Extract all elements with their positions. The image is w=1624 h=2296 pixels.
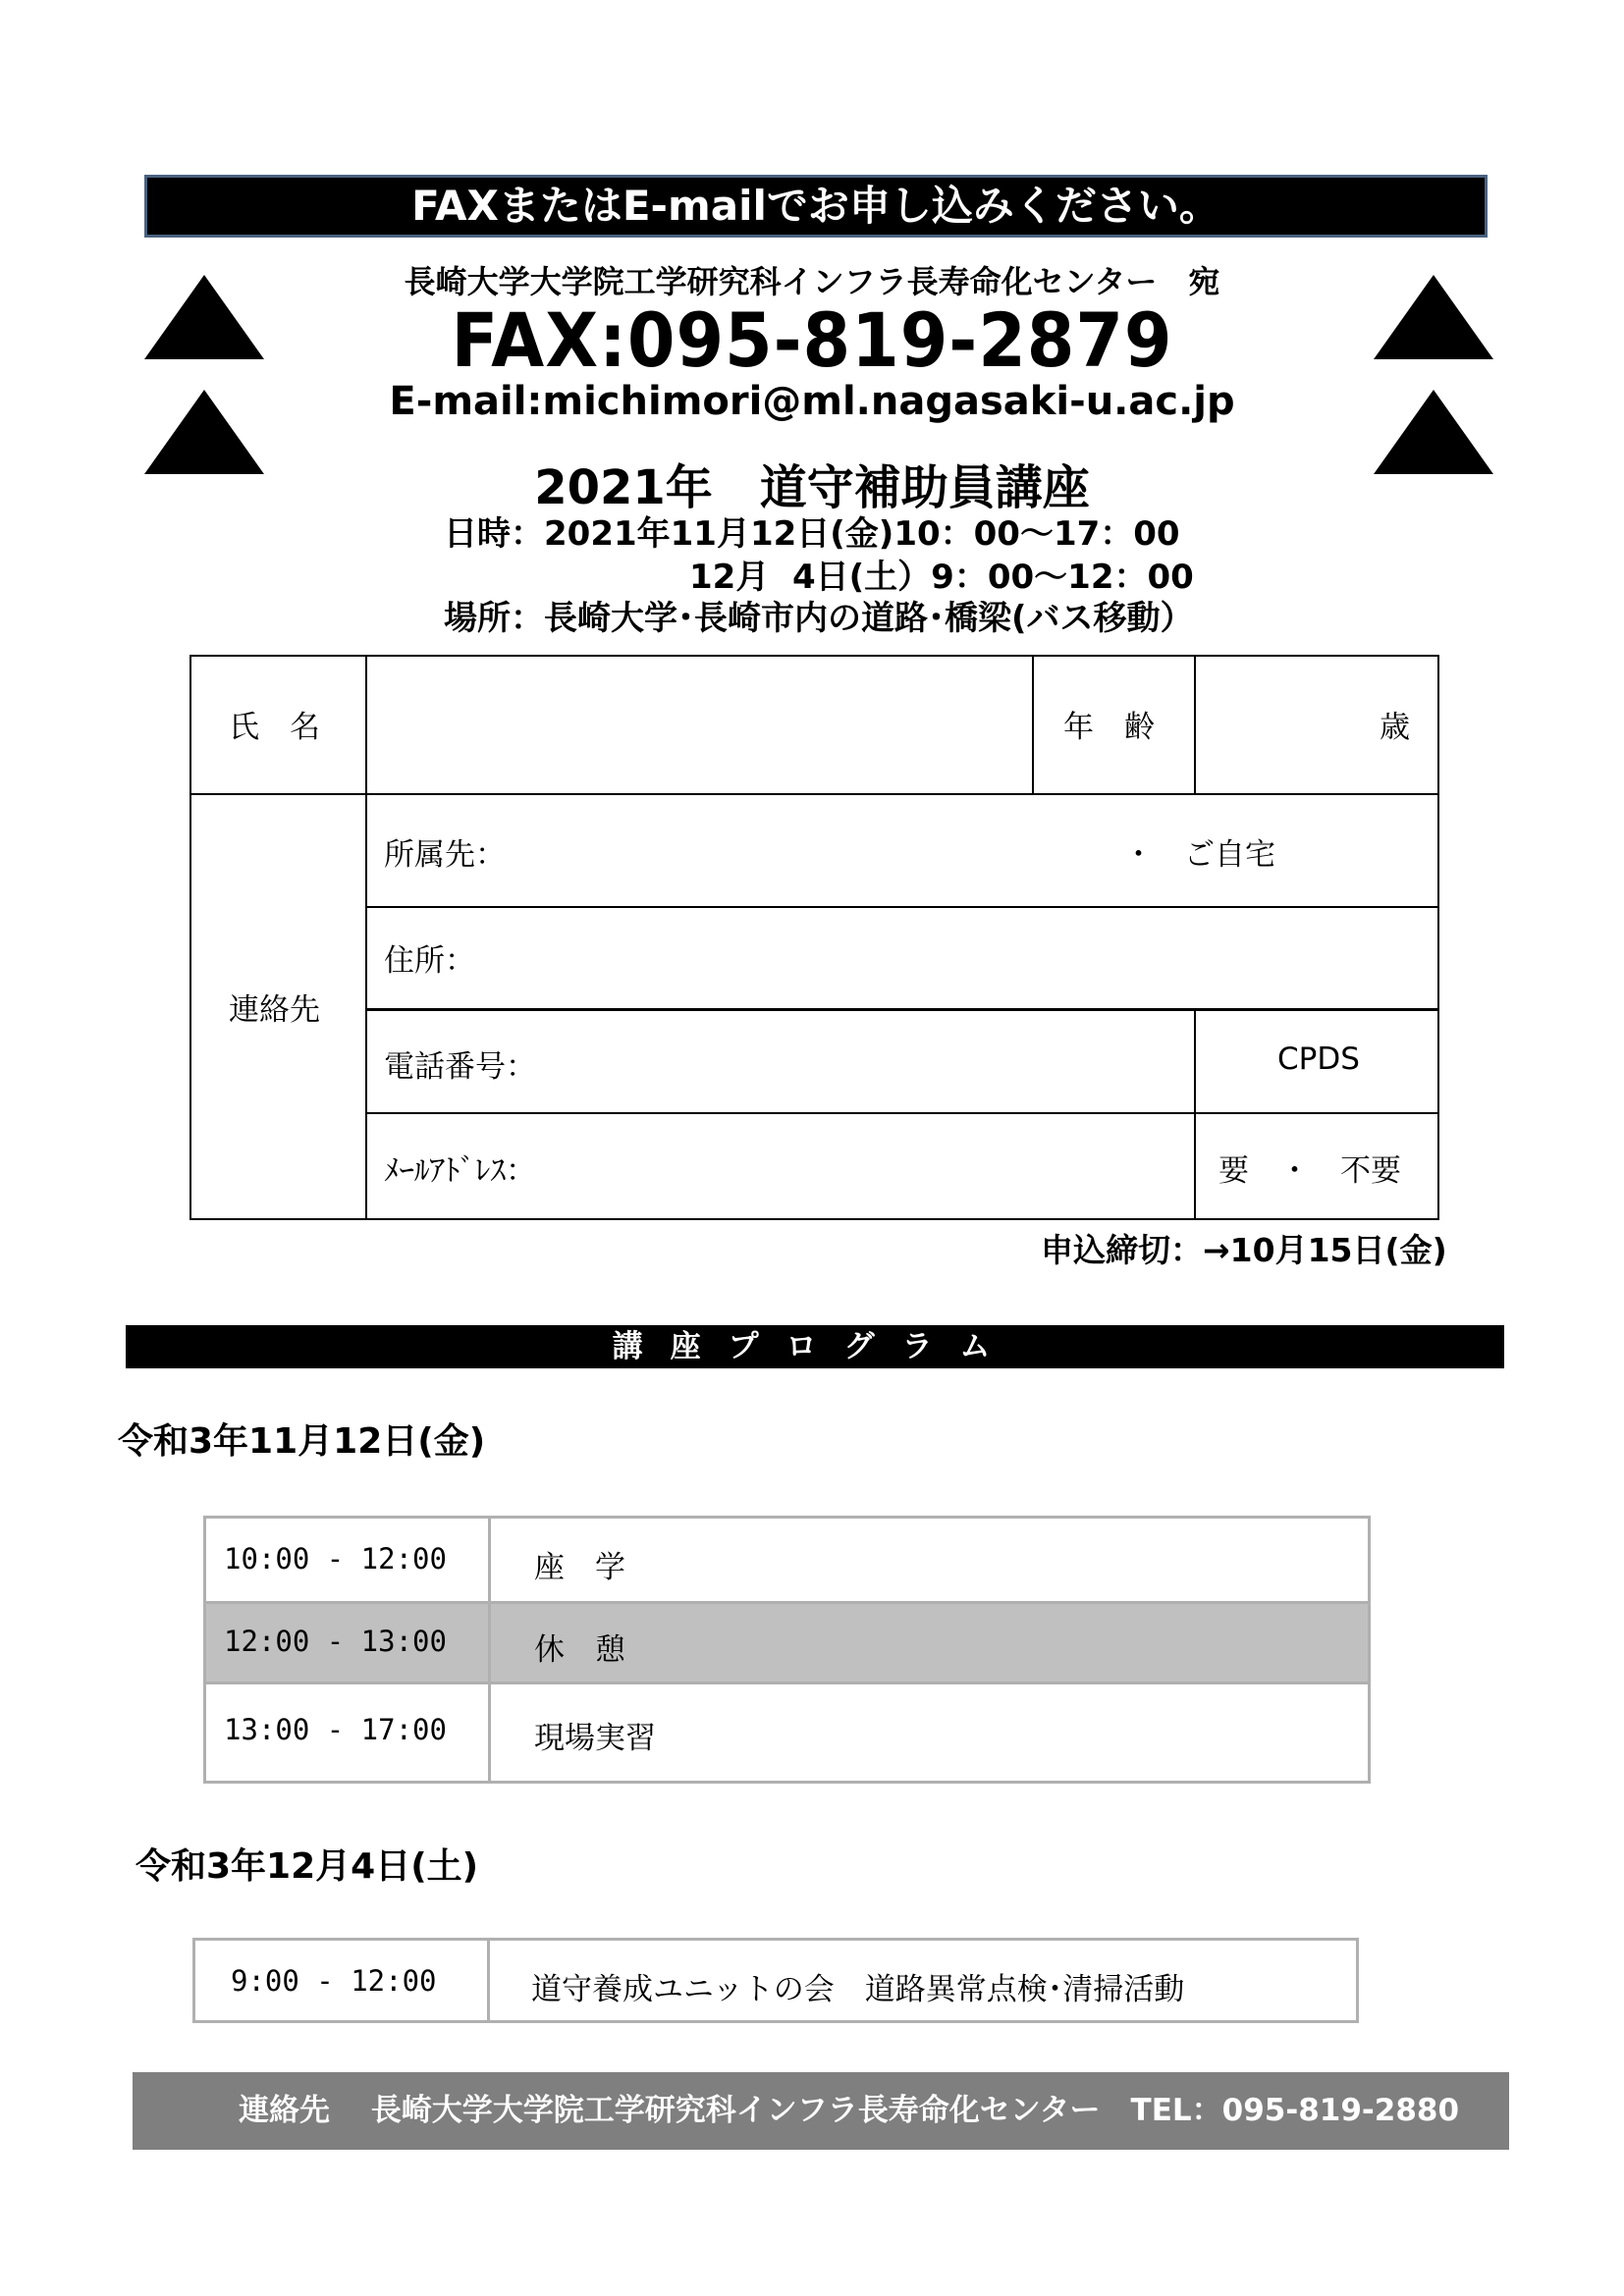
age-label: 年 齢 xyxy=(1063,710,1155,745)
contact-label: 連絡先 xyxy=(229,992,320,1028)
phone-field[interactable]: 電話番号： xyxy=(384,1049,536,1085)
day2-schedule-table xyxy=(192,1938,1359,2023)
course-title: 2021年 道守補助員講座 xyxy=(534,460,1090,515)
time-cell: 10:00 - 12:00 xyxy=(224,1542,447,1575)
address-field[interactable]: 住所： xyxy=(384,943,475,979)
application-deadline: 申込締切：→10月15日(金) xyxy=(1041,1231,1447,1269)
contact-footer xyxy=(133,2072,1509,2150)
email-address[interactable]: E-mail:michimori@ml.nagasaki-u.ac.jp xyxy=(389,379,1235,424)
home-option[interactable]: ・ ご自宅 xyxy=(1123,837,1275,873)
affiliation-field[interactable]: 所属先： xyxy=(384,837,506,873)
day1-schedule-table xyxy=(203,1516,1371,1784)
age-unit: 歳 xyxy=(1380,710,1410,745)
fax-number: FAX:095-819-2879 xyxy=(451,296,1173,384)
program-title: 講座プログラム xyxy=(126,1325,1504,1368)
instruction-banner: FAXまたはE-mailでお申し込みください。 xyxy=(144,175,1488,238)
date-line-2: 12月 4日(土）9：00～12：00 xyxy=(689,558,1194,597)
name-label: 氏 名 xyxy=(229,710,320,745)
email-field[interactable]: ﾒｰﾙｱﾄﾞﾚｽ： xyxy=(384,1153,536,1189)
activity-cell: 現場実習 xyxy=(534,1721,656,1756)
date-line: 日時：2021年11月12日(金)10：00～17：00 xyxy=(444,514,1180,554)
footer-text: 連絡先 長崎大学大学院工学研究科インフラ長寿命化センター TEL：095-819-2880 xyxy=(239,2093,1460,2128)
recipient: 長崎大学大学院工学研究科インフラ長寿命化センター 宛 xyxy=(404,263,1220,300)
name-field[interactable] xyxy=(368,659,1030,791)
cpds-options[interactable]: 要 ・ 不要 xyxy=(1218,1153,1401,1189)
day1-heading: 令和3年11月12日(金) xyxy=(118,1421,486,1462)
time-cell: 9:00 - 12:00 xyxy=(231,1964,437,1998)
location-line: 場所：長崎大学･長崎市内の道路･橋梁(バス移動） xyxy=(444,599,1194,638)
activity-cell: 休 憩 xyxy=(534,1632,625,1668)
activity-cell: 道守養成ユニットの会 道路異常点検･清掃活動 xyxy=(531,1972,1185,2007)
time-cell: 13:00 - 17:00 xyxy=(224,1713,447,1746)
time-cell: 12:00 - 13:00 xyxy=(224,1625,447,1658)
cpds-label: CPDS xyxy=(1277,1041,1360,1077)
application-form xyxy=(189,655,1439,1220)
activity-cell: 座 学 xyxy=(534,1550,625,1585)
day2-heading: 令和3年12月4日(土) xyxy=(135,1846,479,1887)
